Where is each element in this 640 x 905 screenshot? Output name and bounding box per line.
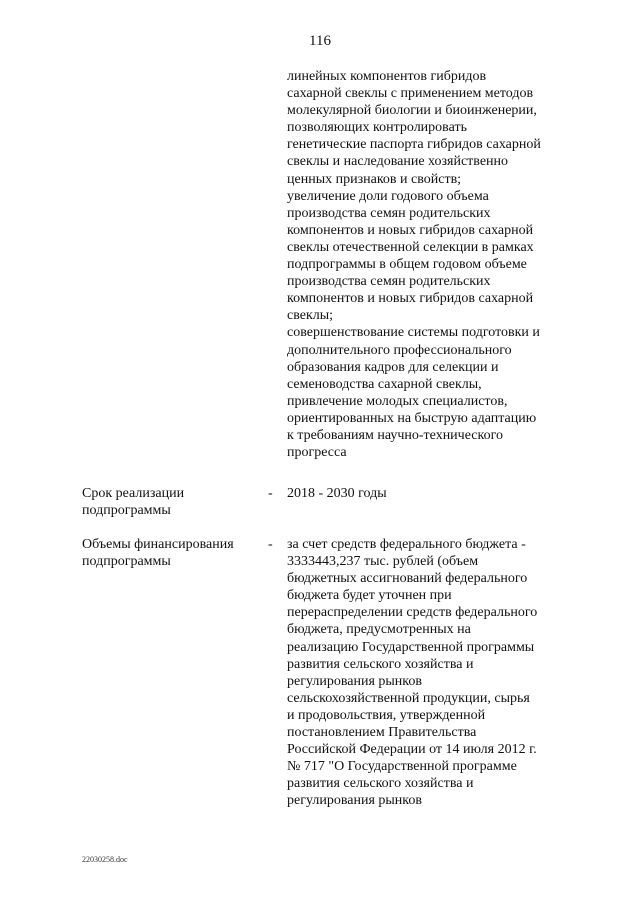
text-line: компонентов и новых гибридов сахарной <box>287 222 534 238</box>
text-line: образования кадров для селекции и <box>287 359 499 375</box>
text-line: привлечение молодых специалистов, <box>287 393 508 409</box>
text-line: к требованиям научно-технического <box>287 427 503 443</box>
value-line: регулирования рынков <box>287 673 422 689</box>
value-line: постановлением Правительства <box>287 725 477 741</box>
implementation-period-value <box>287 485 587 502</box>
text-line: семеноводства сахарной свеклы, <box>287 376 482 392</box>
value-line: бюджета будет уточнен при <box>287 588 452 604</box>
implementation-period-label <box>82 485 262 519</box>
label-line: подпрограммы <box>82 554 171 570</box>
intro-text-block <box>287 68 587 461</box>
text-line: производства семян родительских <box>287 205 491 221</box>
document-file-code: 22030258.doc <box>82 855 128 864</box>
label-line: Срок реализации <box>82 486 185 501</box>
row-dash: - <box>268 486 273 501</box>
text-line: генетические паспорта гибридов сахарной <box>287 137 541 153</box>
value-line: бюджетных ассигнований федерального <box>287 571 528 587</box>
label-line: Объемы финансирования <box>82 537 234 552</box>
text-line: свеклы и наследование хозяйственно <box>287 154 509 170</box>
value-line: 3333443,237 тыс. рублей (объем <box>287 554 479 570</box>
text-line: компонентов и новых гибридов сахарной <box>287 291 534 307</box>
page-number: 116 <box>309 33 331 49</box>
value-line: реализацию Государственной программы <box>287 639 535 655</box>
value-line: № 717 "О Государственной программе <box>287 759 517 775</box>
text-line: совершенствование системы подготовки и <box>287 325 540 341</box>
text-line: дополнительного профессионального <box>287 342 512 358</box>
value-line: и продовольствия, утвержденной <box>287 707 486 723</box>
value-line: регулирования рынков <box>287 793 422 809</box>
value-line: развития сельского хозяйства и <box>287 656 474 672</box>
text-line: прогресса <box>287 445 347 461</box>
text-line: увеличение доли годового объема <box>287 188 489 204</box>
value-line: 2018 - 2030 годы <box>287 486 387 501</box>
text-line: свеклы отечественной селекции в рамках <box>287 239 534 255</box>
text-line: молекулярной биологии и биоинженерии, <box>287 103 537 119</box>
funding-volume-value <box>287 536 587 810</box>
value-line: бюджета, предусмотренных на <box>287 622 471 638</box>
text-line: линейных компонентов гибридов <box>287 69 487 84</box>
text-line: сахарной свеклы с применением методов <box>287 86 534 102</box>
funding-volume-label <box>82 536 262 570</box>
value-line: за счет средств федерального бюджета - <box>287 537 526 552</box>
text-line: ценных признаков и свойств; <box>287 171 462 187</box>
text-line: ориентированных на быструю адаптацию <box>287 410 537 426</box>
text-line: подпрограммы в общем годовом объеме <box>287 257 527 273</box>
text-line: производства семян родительских <box>287 274 491 290</box>
row-dash: - <box>268 537 273 552</box>
label-line: подпрограммы <box>82 503 171 519</box>
value-line: развития сельского хозяйства и <box>287 776 474 792</box>
value-line: Российской Федерации от 14 июля 2012 г. <box>287 742 537 758</box>
text-line: свеклы; <box>287 308 334 324</box>
value-line: сельскохозяйственной продукции, сырья <box>287 690 530 706</box>
text-line: позволяющих контролировать <box>287 120 467 136</box>
value-line: перераспределении средств федерального <box>287 605 538 621</box>
